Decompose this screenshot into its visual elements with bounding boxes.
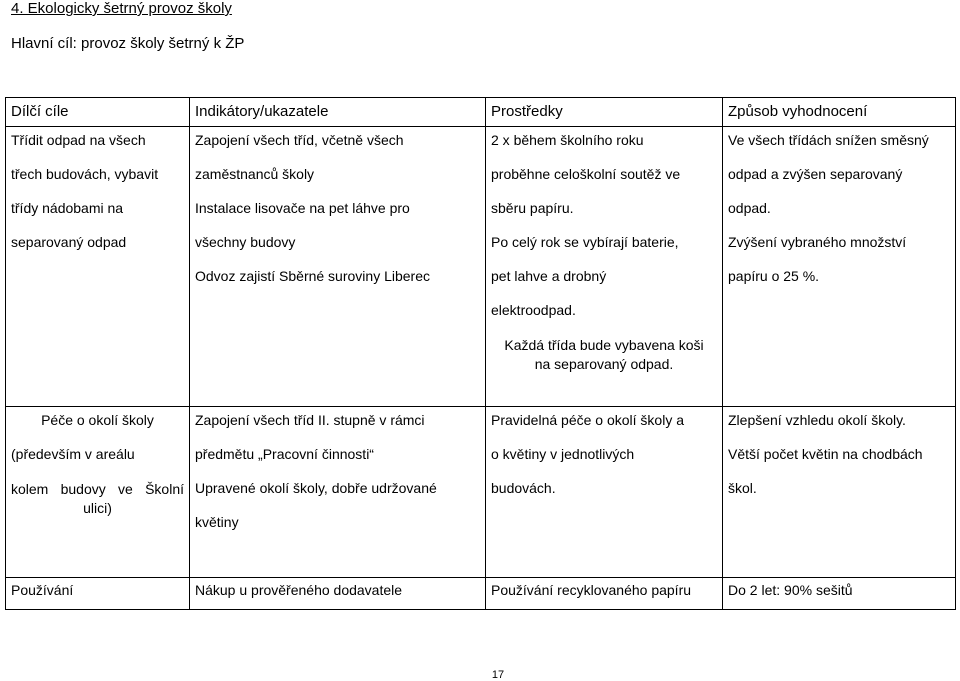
table-cell bbox=[6, 127, 190, 407]
cell-line: Ve všech třídách snížen směsný bbox=[728, 132, 929, 148]
cell-line: separovaný odpad bbox=[11, 234, 127, 250]
header-indicators: Indikátory/ukazatele bbox=[195, 103, 329, 120]
cell-line: Zapojení všech tříd II. stupně v rámci bbox=[195, 412, 425, 428]
cell-line: Pravidelná péče o okolí školy a bbox=[491, 412, 684, 428]
cell-line: Péče o okolí školy bbox=[41, 412, 154, 428]
cell-wrapped-text: kolem budovy ve Školní ulici) bbox=[11, 481, 184, 516]
table-cell bbox=[6, 407, 190, 578]
table-row bbox=[6, 127, 956, 407]
cell-line: třech budovách, vybavit bbox=[11, 166, 159, 182]
cell-line: 2 x během školního roku bbox=[491, 132, 644, 148]
page-number: 17 bbox=[491, 669, 505, 681]
cell-line: Větší počet květin na chodbách bbox=[728, 446, 923, 462]
table-cell bbox=[723, 407, 956, 578]
cell-line: třídy nádobami na bbox=[11, 200, 124, 216]
cell-centered-text: Každá třída bude vybavena koši na separovaný odpad. bbox=[504, 337, 704, 372]
goals-table bbox=[5, 97, 956, 610]
cell-line: Zapojení všech tříd, včetně všech bbox=[195, 132, 404, 148]
section-heading: 4. Ekologicky šetrný provoz školy bbox=[11, 0, 232, 17]
cell-line: všechny budovy bbox=[195, 234, 296, 250]
cell-line: Třídit odpad na všech bbox=[11, 132, 146, 148]
cell-line: odpad. bbox=[728, 200, 771, 216]
cell-line: květiny bbox=[195, 514, 239, 530]
cell-line: Po celý rok se vybírají baterie, bbox=[491, 234, 679, 250]
table-cell bbox=[190, 127, 486, 407]
table-cell bbox=[190, 578, 486, 610]
cell-line: Do 2 let: 90% sešitů bbox=[728, 582, 853, 598]
table-cell bbox=[486, 578, 723, 610]
table-cell bbox=[723, 578, 956, 610]
table-header-row bbox=[6, 98, 956, 127]
table-cell bbox=[723, 127, 956, 407]
table-cell bbox=[486, 407, 723, 578]
cell-line: elektroodpad. bbox=[491, 302, 576, 318]
cell-line: (především v areálu bbox=[11, 446, 135, 462]
cell-line: budovách. bbox=[491, 480, 556, 496]
cell-line: sběru papíru. bbox=[491, 200, 574, 216]
cell-line: odpad a zvýšen separovaný bbox=[728, 166, 903, 182]
cell-line: Instalace lisovače na pet láhve pro bbox=[195, 200, 410, 216]
cell-line: Nákup u prověřeného dodavatele bbox=[195, 582, 403, 598]
cell-line: škol. bbox=[728, 480, 757, 496]
cell-line: Upravené okolí školy, dobře udržované bbox=[195, 480, 437, 496]
header-cell bbox=[723, 98, 956, 127]
cell-line: proběhne celoškolní soutěž ve bbox=[491, 166, 681, 182]
cell-line: papíru o 25 %. bbox=[728, 268, 820, 284]
cell-line: Používání bbox=[11, 582, 74, 598]
cell-line: Zvýšení vybraného množství bbox=[728, 234, 907, 250]
main-goal: Hlavní cíl: provoz školy šetrný k ŽP bbox=[11, 35, 245, 52]
cell-line: Používání recyklovaného papíru bbox=[491, 582, 692, 598]
cell-line: předmětu „Pracovní činnosti“ bbox=[195, 446, 374, 462]
table-row bbox=[6, 407, 956, 578]
header-evaluation: Způsob vyhodnocení bbox=[728, 103, 868, 120]
table-cell bbox=[190, 407, 486, 578]
header-cell bbox=[6, 98, 190, 127]
header-partial-goals: Dílčí cíle bbox=[11, 103, 69, 120]
table-cell bbox=[486, 127, 723, 407]
cell-line: pet lahve a drobný bbox=[491, 268, 607, 284]
header-cell bbox=[486, 98, 723, 127]
header-cell bbox=[190, 98, 486, 127]
cell-line: o květiny v jednotlivých bbox=[491, 446, 635, 462]
header-means: Prostředky bbox=[491, 103, 563, 120]
table-cell bbox=[6, 578, 190, 610]
cell-line: Odvoz zajistí Sběrné suroviny Liberec bbox=[195, 268, 430, 284]
cell-line: zaměstnanců školy bbox=[195, 166, 315, 182]
table-row bbox=[6, 578, 956, 610]
cell-line: Zlepšení vzhledu okolí školy. bbox=[728, 412, 906, 428]
